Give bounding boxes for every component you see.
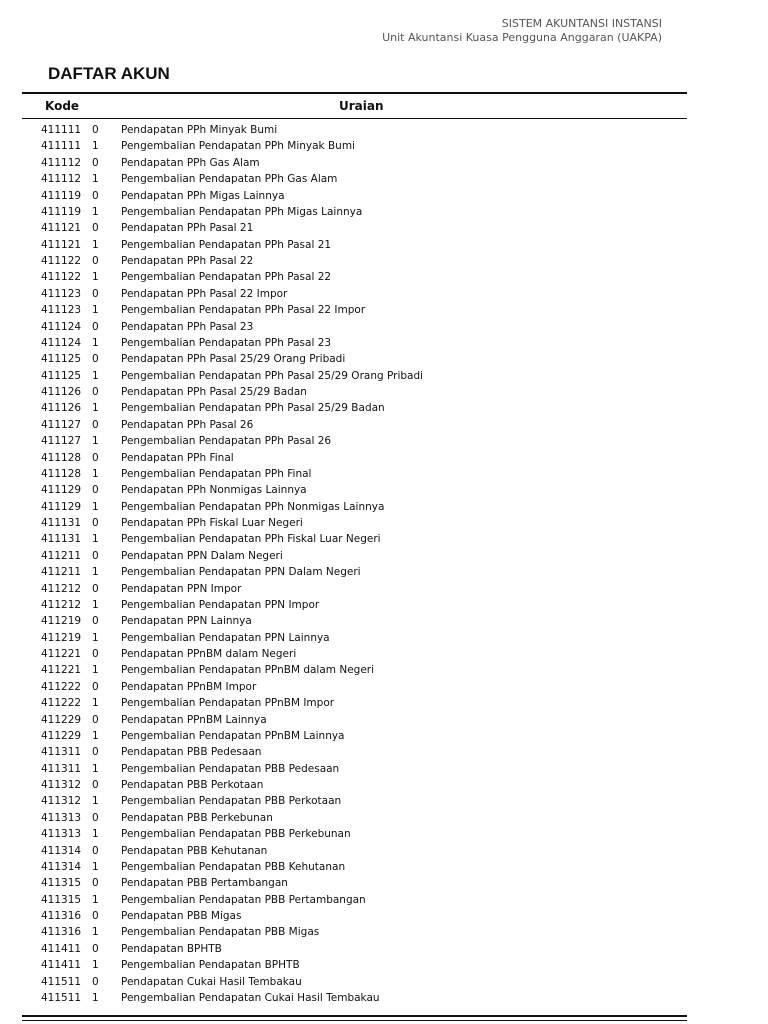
account-sub-code: 0 — [92, 680, 99, 693]
account-description: Pengembalian Pendapatan PPN Dalam Negeri — [121, 566, 361, 579]
table-top-rule — [22, 92, 687, 94]
table-row — [0, 253, 768, 269]
account-code: 411212 — [41, 582, 82, 595]
report-header — [382, 17, 662, 45]
account-code: 411312 — [41, 779, 82, 791]
account-sub-code: 1 — [92, 336, 99, 349]
account-sub-code: 0 — [92, 746, 99, 759]
column-header-uraian: Uraian — [339, 99, 384, 113]
account-description: Pendapatan PPnBM Impor — [121, 680, 257, 693]
account-sub-code: 1 — [92, 402, 99, 415]
account-sub-code: 1 — [92, 631, 99, 644]
account-description: Pengembalian Pendapatan PPh Pasal 22 — [121, 271, 332, 284]
account-code: 411311 — [41, 762, 82, 775]
account-code: 411122 — [41, 255, 82, 267]
account-description: Pengembalian Pendapatan PPh Pasal 22 Impor — [121, 304, 366, 317]
account-sub-code: 1 — [92, 271, 99, 284]
account-description: Pendapatan PPh Pasal 26 — [121, 418, 254, 431]
account-sub-code: 0 — [92, 189, 99, 202]
account-description: Pendapatan PPh Pasal 21 — [121, 222, 254, 235]
table-row — [0, 531, 768, 547]
table-row — [0, 155, 768, 171]
account-description: Pendapatan PBB Perkotaan — [121, 779, 264, 791]
table-row — [0, 662, 768, 678]
account-description: Pendapatan BPHTB — [121, 942, 222, 955]
account-description: Pengembalian Pendapatan PPnBM Lainnya — [121, 729, 345, 742]
account-code: 411311 — [41, 746, 82, 759]
account-code: 411313 — [41, 828, 82, 841]
table-row — [0, 581, 768, 597]
account-code: 411128 — [41, 467, 82, 480]
account-code: 411127 — [41, 418, 82, 431]
account-code: 411119 — [41, 205, 82, 218]
table-row — [0, 466, 768, 482]
account-description: Pengembalian Pendapatan PBB Pertambangan — [121, 893, 366, 906]
account-code: 411411 — [41, 959, 82, 972]
account-description: Pendapatan PPN Lainnya — [121, 615, 252, 628]
table-row — [0, 548, 768, 564]
account-code: 411121 — [41, 222, 82, 235]
account-description: Pendapatan PPh Pasal 23 — [121, 320, 254, 333]
account-description: Pendapatan PBB Pertambangan — [121, 877, 288, 890]
account-sub-code: 1 — [92, 664, 99, 677]
table-row — [0, 237, 768, 253]
account-description: Pengembalian Pendapatan PPh Pasal 25/29 Orang Pribadi — [121, 369, 424, 382]
account-description: Pengembalian Pendapatan PPh Pasal 21 — [121, 238, 332, 251]
table-row — [0, 777, 768, 793]
account-sub-code: 0 — [92, 648, 99, 660]
account-code: 411314 — [41, 860, 82, 873]
account-code: 411219 — [41, 631, 82, 644]
table-row — [0, 957, 768, 973]
account-code: 411128 — [41, 451, 82, 464]
account-sub-code: 0 — [92, 549, 99, 562]
account-code: 411222 — [41, 697, 82, 710]
account-description: Pendapatan PPN Dalam Negeri — [121, 549, 283, 562]
table-row — [0, 122, 768, 138]
account-code: 411316 — [41, 926, 82, 939]
account-code: 411511 — [41, 991, 82, 1004]
account-description: Pengembalian Pendapatan Cukai Hasil Tembakau — [121, 991, 380, 1004]
account-sub-code: 1 — [92, 893, 99, 906]
table-row — [0, 335, 768, 351]
account-description: Pendapatan PPh Pasal 22 Impor — [121, 287, 288, 300]
account-sub-code: 0 — [92, 877, 99, 890]
account-sub-code: 1 — [92, 926, 99, 939]
account-description: Pendapatan PPnBM dalam Negeri — [121, 648, 297, 660]
account-code: 411229 — [41, 729, 82, 742]
table-row — [0, 810, 768, 826]
account-sub-code: 0 — [92, 353, 99, 366]
account-description: Pendapatan PPh Gas Alam — [121, 156, 260, 169]
account-sub-code: 0 — [92, 910, 99, 922]
account-description: Pendapatan PBB Kehutanan — [121, 844, 268, 857]
table-row — [0, 302, 768, 318]
account-sub-code: 1 — [92, 860, 99, 873]
account-code: 411211 — [41, 566, 82, 579]
account-description: Pengembalian Pendapatan PBB Migas — [121, 926, 320, 939]
table-row — [0, 613, 768, 629]
account-sub-code: 1 — [92, 238, 99, 251]
table-row — [0, 646, 768, 662]
account-code: 411411 — [41, 942, 82, 955]
account-code: 411129 — [41, 500, 82, 513]
table-row — [0, 368, 768, 384]
account-code: 411125 — [41, 369, 82, 382]
account-description: Pengembalian Pendapatan PPh Final — [121, 467, 312, 480]
account-sub-code: 1 — [92, 598, 99, 611]
account-description: Pengembalian Pendapatan PPh Pasal 25/29 Badan — [121, 402, 385, 415]
account-code: 411211 — [41, 549, 82, 562]
account-code: 411511 — [41, 975, 82, 988]
account-code: 411315 — [41, 877, 82, 890]
account-description: Pengembalian Pendapatan PPnBM Impor — [121, 697, 335, 710]
account-description: Pendapatan PPh Minyak Bumi — [121, 124, 278, 136]
account-sub-code: 0 — [92, 615, 99, 628]
account-description: Pengembalian Pendapatan PBB Perkebunan — [121, 828, 351, 841]
account-sub-code: 0 — [92, 975, 99, 988]
account-code: 411124 — [41, 336, 82, 349]
account-code: 411131 — [41, 517, 82, 529]
account-description: Pengembalian Pendapatan PPh Pasal 26 — [121, 435, 332, 448]
table-bottom-rule-2 — [22, 1020, 687, 1021]
account-code: 411312 — [41, 795, 82, 808]
account-sub-code: 1 — [92, 795, 99, 808]
table-row — [0, 843, 768, 859]
account-description: Pendapatan PPh Migas Lainnya — [121, 189, 285, 202]
table-row — [0, 712, 768, 728]
table-row — [0, 400, 768, 416]
table-row — [0, 286, 768, 302]
account-sub-code: 0 — [92, 582, 99, 595]
account-description: Pendapatan PPN Impor — [121, 582, 242, 595]
account-sub-code: 0 — [92, 255, 99, 267]
account-code: 411313 — [41, 811, 82, 824]
system-name: SISTEM AKUNTANSI INSTANSI — [501, 17, 662, 30]
table-row — [0, 875, 768, 891]
account-sub-code: 0 — [92, 386, 99, 398]
account-sub-code: 0 — [92, 156, 99, 169]
account-code: 411126 — [41, 386, 82, 398]
account-sub-code: 0 — [92, 517, 99, 529]
table-row — [0, 417, 768, 433]
account-code: 411112 — [41, 156, 82, 169]
table-row — [0, 204, 768, 220]
account-description: Pendapatan PBB Pedesaan — [121, 746, 262, 759]
account-code: 411123 — [41, 304, 82, 317]
account-description: Pendapatan PPh Nonmigas Lainnya — [121, 484, 307, 497]
table-row — [0, 515, 768, 531]
table-row — [0, 679, 768, 695]
account-sub-code: 1 — [92, 762, 99, 775]
account-sub-code: 1 — [92, 991, 99, 1004]
account-code: 411221 — [41, 648, 82, 660]
account-sub-code: 1 — [92, 697, 99, 710]
account-description: Pendapatan PBB Perkebunan — [121, 811, 273, 824]
table-row — [0, 695, 768, 711]
account-description: Pengembalian Pendapatan PPh Migas Lainnya — [121, 205, 363, 218]
table-row — [0, 597, 768, 613]
account-code: 411125 — [41, 353, 82, 366]
account-description: Pendapatan PPh Fiskal Luar Negeri — [121, 517, 303, 529]
account-sub-code: 1 — [92, 828, 99, 841]
table-row — [0, 859, 768, 875]
account-code: 411316 — [41, 910, 82, 922]
account-description: Pengembalian Pendapatan PPnBM dalam Negeri — [121, 664, 375, 677]
page-title: DAFTAR AKUN — [48, 64, 170, 83]
header-bottom-rule — [22, 118, 687, 119]
account-code: 411126 — [41, 402, 82, 415]
account-sub-code: 0 — [92, 484, 99, 497]
account-code: 411229 — [41, 713, 82, 726]
account-code: 411212 — [41, 598, 82, 611]
account-sub-code: 0 — [92, 222, 99, 235]
account-code: 411111 — [41, 124, 82, 136]
table-row — [0, 499, 768, 515]
table-row — [0, 630, 768, 646]
account-sub-code: 1 — [92, 304, 99, 317]
table-row — [0, 761, 768, 777]
account-description: Pendapatan PPnBM Lainnya — [121, 713, 267, 726]
table-row — [0, 908, 768, 924]
account-code: 411122 — [41, 271, 82, 284]
account-description: Pengembalian Pendapatan PPh Pasal 23 — [121, 336, 332, 349]
account-sub-code: 1 — [92, 533, 99, 546]
account-sub-code: 0 — [92, 942, 99, 955]
table-row — [0, 220, 768, 236]
table-row — [0, 171, 768, 187]
account-description: Pendapatan Cukai Hasil Tembakau — [121, 975, 302, 988]
account-description: Pengembalian Pendapatan PPh Gas Alam — [121, 173, 338, 186]
account-sub-code: 1 — [92, 566, 99, 579]
account-code: 411314 — [41, 844, 82, 857]
account-description: Pengembalian Pendapatan PPN Impor — [121, 598, 320, 611]
table-row — [0, 564, 768, 580]
table-row — [0, 319, 768, 335]
account-code: 411221 — [41, 664, 82, 677]
table-row — [0, 892, 768, 908]
table-row — [0, 941, 768, 957]
account-sub-code: 1 — [92, 467, 99, 480]
account-description: Pengembalian Pendapatan PBB Perkotaan — [121, 795, 342, 808]
account-sub-code: 1 — [92, 729, 99, 742]
account-sub-code: 1 — [92, 435, 99, 448]
account-description: Pendapatan PPh Final — [121, 451, 234, 464]
account-sub-code: 0 — [92, 844, 99, 857]
account-sub-code: 0 — [92, 779, 99, 791]
account-sub-code: 0 — [92, 320, 99, 333]
account-code: 411129 — [41, 484, 82, 497]
account-description: Pendapatan PPh Pasal 25/29 Badan — [121, 386, 307, 398]
account-code: 411112 — [41, 173, 82, 186]
table-row — [0, 744, 768, 760]
account-code: 411119 — [41, 189, 82, 202]
account-sub-code: 0 — [92, 451, 99, 464]
unit-name: Unit Akuntansi Kuasa Pengguna Anggaran (UAKPA) — [382, 31, 662, 44]
column-header-kode: Kode — [45, 99, 80, 113]
account-code: 411127 — [41, 435, 82, 448]
account-code: 411121 — [41, 238, 82, 251]
account-description: Pengembalian Pendapatan PBB Pedesaan — [121, 762, 340, 775]
account-description: Pendapatan PBB Migas — [121, 910, 242, 922]
table-row — [0, 450, 768, 466]
table-bottom-rule — [22, 1015, 687, 1017]
account-sub-code: 0 — [92, 418, 99, 431]
table-row — [0, 826, 768, 842]
account-description: Pengembalian Pendapatan PPh Fiskal Luar Negeri — [121, 533, 381, 546]
account-sub-code: 1 — [92, 959, 99, 972]
account-description: Pengembalian Pendapatan PPh Nonmigas Lainnya — [121, 500, 385, 513]
account-sub-code: 1 — [92, 500, 99, 513]
table-row — [0, 974, 768, 990]
account-sub-code: 1 — [92, 369, 99, 382]
table-row — [0, 384, 768, 400]
account-description: Pengembalian Pendapatan BPHTB — [121, 959, 300, 972]
account-sub-code: 0 — [92, 713, 99, 726]
account-code: 411222 — [41, 680, 82, 693]
account-sub-code: 1 — [92, 205, 99, 218]
account-sub-code: 0 — [92, 124, 99, 136]
account-code: 411124 — [41, 320, 82, 333]
table-row — [0, 924, 768, 940]
table-row — [0, 990, 768, 1006]
account-list — [0, 122, 768, 1006]
table-row — [0, 269, 768, 285]
account-code: 411219 — [41, 615, 82, 628]
account-sub-code: 0 — [92, 287, 99, 300]
account-code: 411315 — [41, 893, 82, 906]
account-description: Pendapatan PPh Pasal 22 — [121, 255, 254, 267]
account-code: 411131 — [41, 533, 82, 546]
account-code: 411111 — [41, 140, 82, 153]
table-row — [0, 728, 768, 744]
account-code: 411123 — [41, 287, 82, 300]
account-description: Pengembalian Pendapatan PPN Lainnya — [121, 631, 330, 644]
account-sub-code: 0 — [92, 811, 99, 824]
account-description: Pendapatan PPh Pasal 25/29 Orang Pribadi — [121, 353, 346, 366]
table-row — [0, 793, 768, 809]
account-description: Pengembalian Pendapatan PBB Kehutanan — [121, 860, 346, 873]
table-row — [0, 138, 768, 154]
account-sub-code: 1 — [92, 140, 99, 153]
account-sub-code: 1 — [92, 173, 99, 186]
table-row — [0, 433, 768, 449]
table-row — [0, 351, 768, 367]
account-description: Pengembalian Pendapatan PPh Minyak Bumi — [121, 140, 355, 153]
table-row — [0, 188, 768, 204]
table-row — [0, 482, 768, 498]
